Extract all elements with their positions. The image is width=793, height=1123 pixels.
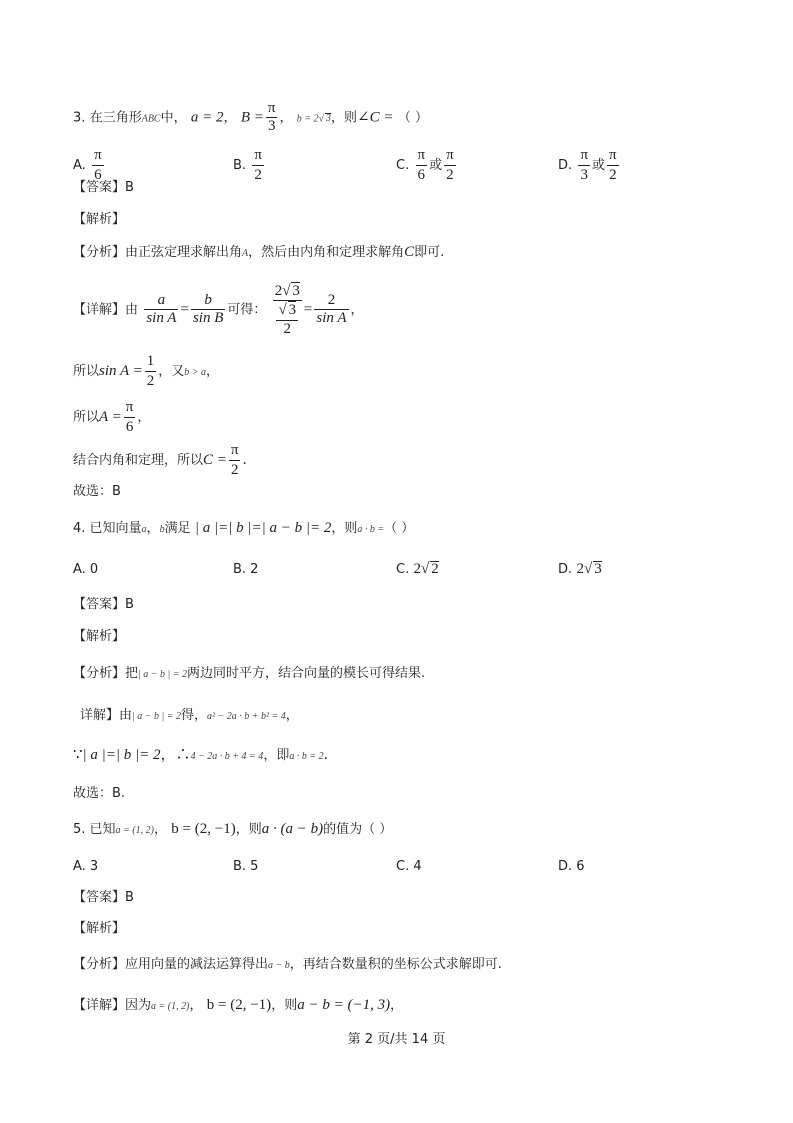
q4-option-b: B. 2	[233, 562, 259, 577]
q3-option-d: D. $\frac{\pi}{3}$ 或 $\frac{\pi}{2}$	[558, 147, 617, 183]
q3-answer: 【答案】B	[73, 180, 134, 195]
q5-option-a: A. 3	[73, 859, 99, 874]
q4-choice: 故选：B.	[73, 786, 126, 801]
q4-analysis-heading: 【解析】	[73, 629, 126, 644]
q5-xiangjie: 【详解】因为a = (1, 2)， b = (2, −1)，则a − b = (−1, 3)，	[73, 997, 404, 1013]
q3-xiangjie: 【详解】由 $\frac{a}{\text{sin A}}$ = $\frac{b}{\text{sin B}}$ 可得： $\frac{2√ 3}{\frac{√ 3}{2}}$ = $\frac{2}{\text{sin A}}$ ，	[73, 283, 364, 337]
q4-option-d: D. 2√ 3	[558, 561, 602, 577]
q5-option-d: D. 6	[558, 859, 585, 874]
q4-option-a: A. 0	[73, 562, 99, 577]
q3-suoyi-sinA: 所以sin A = $\frac{1}{2}$ ，又b > a，	[73, 353, 220, 389]
q5-option-c: C. 4	[396, 859, 422, 874]
q5-stem: 5. 已知a = (1, 2)， b = (2, −1)，则a · (a − b)的值为（ ）	[73, 821, 393, 837]
q3-option-b: B. $\frac{\pi}{2}$	[233, 147, 262, 183]
q4-answer: 【答案】B	[73, 597, 134, 612]
page-footer: 第 2 页/共 14 页	[347, 1032, 446, 1047]
q3-conclusion: 结合内角和定理，所以C = $\frac{\pi}{2}$ .	[73, 442, 247, 478]
q3-option-c: C. $\frac{\pi}{6}$ 或 $\frac{\pi}{2}$	[396, 147, 454, 183]
q3-fenxi: 【分析】由正弦定理求解出角A，然后由内角和定理求解角C即可.	[73, 244, 445, 260]
q4-fenxi: 【分析】把| a − b | = 2两边同时平方，结合向量的模长可得结果.	[73, 666, 426, 681]
q4-option-c: C. 2√ 2	[396, 561, 439, 577]
q5-analysis-heading: 【解析】	[73, 921, 126, 936]
q3-stem: 3. 在三角形ABC中， a = 2， B = $\frac{\pi}{3}$ ， b = 2√ 3，则∠C = （ ）	[73, 100, 428, 135]
q5-fenxi: 【分析】应用向量的减法运算得出a − b，再结合数量积的坐标公式求解即可.	[73, 957, 502, 972]
q4-because: ∵| a |=| b |= 2，∴4 − 2a · b + 4 = 4，即a · b = 2.	[73, 747, 328, 763]
q3-analysis-heading: 【解析】	[73, 212, 126, 227]
q3-suoyi-A: 所以A = $\frac{\pi}{6}$ ，	[73, 399, 151, 435]
q3-choice: 故选：B	[73, 484, 121, 499]
fraction-pi-over-3: $\frac{\pi}{3}$	[267, 100, 276, 135]
q5-option-b: B. 5	[233, 859, 259, 874]
q5-answer: 【答案】B	[73, 890, 134, 905]
q4-stem: 4. 已知向量a，b满足 | a |=| b |=| a − b |= 2，则a · b =（ ）	[73, 520, 415, 536]
q3-option-a: A. $\frac{\pi}{6}$	[73, 147, 102, 183]
q4-xiangjie: 详解】由| a − b | = 2得，a² − 2a · b + b² = 4，	[80, 708, 299, 723]
